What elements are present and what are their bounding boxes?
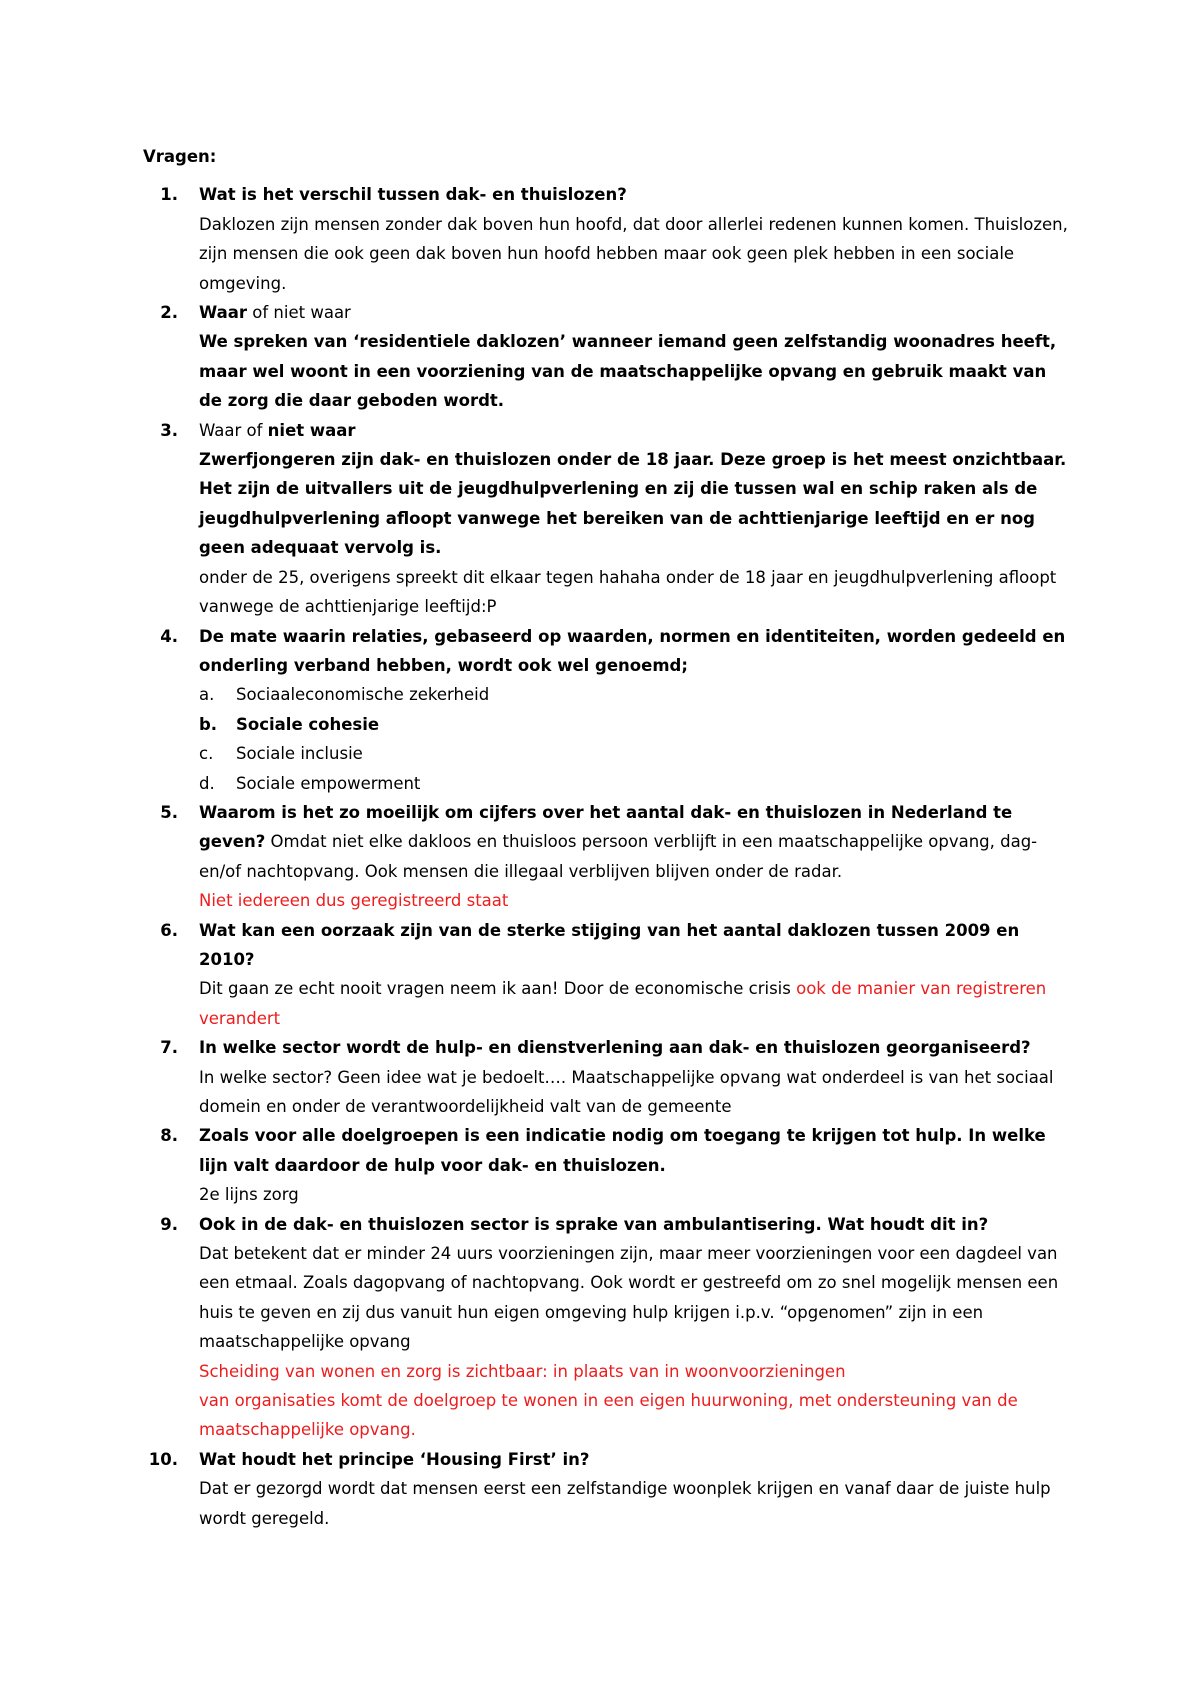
option-text: Sociaaleconomische zekerheid <box>236 685 490 705</box>
answer-options <box>199 680 1070 798</box>
statement-text: We spreken van ‘residentiele daklozen’ wanneer iemand geen zelfstandig woonadres heeft, maar wel woont in een voorziening van de maatschappelijke opvang en gebruik maakt van de zorg die daar geboden wordt. <box>199 332 1057 411</box>
question-prompt <box>199 416 1070 445</box>
option-c <box>199 739 1070 768</box>
option-text: Sociale inclusie <box>236 744 363 764</box>
answer-correction: Niet iedereen dus geregistreerd staat <box>199 891 509 911</box>
question-number: 3. <box>160 420 178 440</box>
question-prompt <box>199 298 1070 327</box>
option-text: Sociale cohesie <box>236 714 380 734</box>
question-number: 8. <box>160 1126 178 1146</box>
answer-correction: ook de manier van registreren verandert <box>199 979 1047 1028</box>
statement-text: Zwerfjongeren zijn dak- en thuislozen onder de 18 jaar. Deze groep is het meest onzichtbaar. Het zijn de uitvallers uit de jeugdhulpverlening en zij die tussen wal en schip raken als de jeugdhulpverlening afloopt vanwege het bereiken van de achttienjarige leeftijd en er nog geen adequaat vervolg is. <box>199 450 1067 558</box>
answer-text: Dat er gezorgd wordt dat mensen eerst een zelfstandige woonplek krijgen en vanaf daar de juiste hulp wordt geregeld. <box>199 1479 1051 1528</box>
answer-text: In welke sector? Geen idee wat je bedoelt…. Maatschappelijke opvang wat onderdeel is van het sociaal domein en onder de verantwoordelijkheid valt van de gemeente <box>199 1067 1054 1116</box>
answer-correction: Scheiding van wonen en zorg is zichtbaar: in plaats van in woonvoorzieningen <box>199 1361 846 1381</box>
answer-text: Dat betekent dat er minder 24 uurs voorzieningen zijn, maar meer voorzieningen voor een dagdeel van een etmaal. Zoals dagopvang of nachtopvang. Ook wordt er gestreefd om zo snel mogelijk mensen een huis te geven en zij dus vanuit hun eigen omgeving hulp krijgen i.p.v. “opgenomen” zijn in een maatschappelijke opvang <box>199 1244 1059 1352</box>
prompt-rest: Waar of <box>199 420 268 440</box>
question-text: Waarom is het zo moeilijk om cijfers over het aantal dak- en thuislozen in Nederland te geven? <box>199 802 1013 852</box>
answer-text: Omdat niet elke dakloos en thuisloos persoon verblijft in een maatschappelijke opvang, dag- en/of nachtopvang. Ook mensen die illegaal verblijven blijven onder de radar. <box>199 832 1038 881</box>
question-text: Wat houdt het principe ‘Housing First’ in? <box>199 1449 590 1469</box>
answer-text: 2e lijns zorg <box>199 1185 299 1205</box>
prompt-selected: niet waar <box>267 420 356 440</box>
question-number: 5. <box>160 802 178 822</box>
option-letter: d. <box>199 773 215 793</box>
question-3 <box>143 416 1070 622</box>
option-letter: a. <box>199 685 215 705</box>
question-text: Ook in de dak- en thuislozen sector is sprake van ambulantisering. Wat houdt dit in? <box>199 1214 989 1234</box>
question-text: De mate waarin relaties, gebaseerd op waarden, normen en identiteiten, worden gedeeld en onderling verband hebben, wordt ook wel genoemd; <box>199 626 1066 675</box>
question-number: 9. <box>160 1214 178 1234</box>
question-7 <box>143 1033 1070 1121</box>
answer-text: Dit gaan ze echt nooit vragen neem ik aan! Door de economische crisis <box>199 979 797 999</box>
question-text: Wat is het verschil tussen dak- en thuislozen? <box>199 185 627 205</box>
question-number: 10. <box>148 1449 178 1469</box>
question-number: 7. <box>160 1038 178 1058</box>
answer-text: Daklozen zijn mensen zonder dak boven hun hoofd, dat door allerlei redenen kunnen komen. Thuislozen, zijn mensen die ook geen dak boven hun hoofd hebben maar ook geen plek hebben in een sociale omgeving. <box>199 214 1068 293</box>
question-text: Wat kan een oorzaak zijn van de sterke stijging van het aantal daklozen tussen 2009 en 2010? <box>199 920 1020 969</box>
question-4 <box>143 622 1070 798</box>
question-10 <box>143 1445 1070 1533</box>
answer-text: onder de 25, overigens spreekt dit elkaar tegen hahaha onder de 18 jaar en jeugdhulpverlening afloopt vanwege de achttienjarige leeftijd:P <box>199 567 1057 617</box>
answer-correction-continued: van organisaties komt de doelgroep te wonen in een eigen huurwoning, met ondersteuning van de maatschappelijke opvang. <box>199 1391 1018 1440</box>
question-text: In welke sector wordt de hulp- en dienstverlening aan dak- en thuislozen georganiseerd? <box>199 1038 1031 1058</box>
question-number: 2. <box>160 303 178 323</box>
prompt-rest: of niet waar <box>247 303 351 323</box>
question-5 <box>143 798 1070 916</box>
question-1 <box>143 180 1070 298</box>
question-number: 4. <box>160 626 178 646</box>
option-d <box>199 769 1070 798</box>
option-a <box>199 680 1070 709</box>
question-2 <box>143 298 1070 416</box>
question-9 <box>143 1210 1070 1445</box>
page-heading: Vragen: <box>143 147 217 166</box>
question-6 <box>143 916 1070 1034</box>
option-b <box>199 710 1070 739</box>
question-8 <box>143 1121 1070 1209</box>
option-letter: b. <box>199 714 218 734</box>
question-number: 1. <box>160 185 178 205</box>
option-letter: c. <box>199 744 214 764</box>
question-text: Zoals voor alle doelgroepen is een indicatie nodig om toegang te krijgen tot hulp. In welke lijn valt daardoor de hulp voor dak- en thuislozen. <box>199 1126 1046 1175</box>
question-number: 6. <box>160 920 178 940</box>
option-text: Sociale empowerment <box>236 773 421 793</box>
prompt-selected: Waar <box>199 303 248 323</box>
